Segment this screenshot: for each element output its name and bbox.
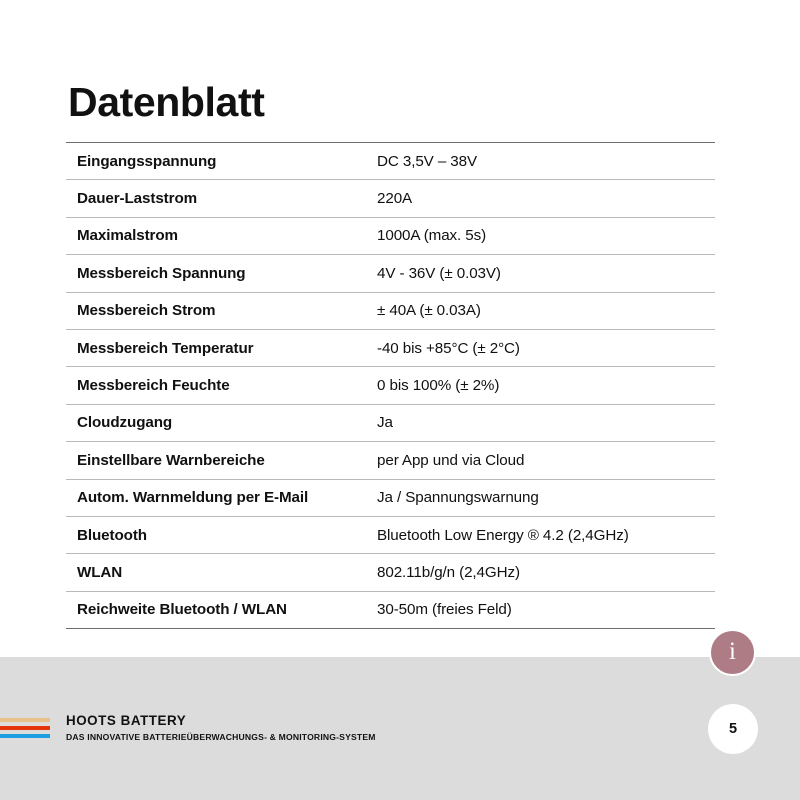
table-row: [66, 404, 715, 441]
table-row: [66, 479, 715, 516]
logo-text-block: [66, 713, 376, 742]
table-row: [66, 255, 715, 292]
logo-stripe-blue: [0, 734, 50, 738]
spec-label: Messbereich Feuchte: [66, 367, 377, 404]
page-number-badge: 5: [708, 704, 758, 754]
table-row: [66, 143, 715, 180]
page-title: Datenblatt: [68, 79, 265, 126]
spec-label: WLAN: [66, 554, 377, 591]
spec-value: DC 3,5V – 38V: [377, 143, 715, 180]
spec-label: Maximalstrom: [66, 217, 377, 254]
brand-tagline: DAS INNOVATIVE BATTERIEÜBERWACHUNGS- & MONITORING-SYSTEM: [66, 732, 376, 743]
info-icon: i: [709, 629, 756, 676]
spec-value: 220A: [377, 180, 715, 217]
table-row: [66, 180, 715, 217]
table-body: [66, 143, 715, 629]
spec-label: Dauer-Laststrom: [66, 180, 377, 217]
table-row: [66, 292, 715, 329]
spec-value: 0 bis 100% (± 2%): [377, 367, 715, 404]
spec-label: Messbereich Spannung: [66, 255, 377, 292]
spec-value: 4V - 36V (± 0.03V): [377, 255, 715, 292]
brand-logo: [0, 713, 420, 763]
spec-label: Einstellbare Warnbereiche: [66, 442, 377, 479]
brand-name: HOOTS BATTERY: [66, 713, 187, 728]
table-row: [66, 516, 715, 553]
table-row: [66, 591, 715, 628]
logo-stripe-red: [0, 726, 50, 730]
spec-label: Bluetooth: [66, 516, 377, 553]
spec-label: Reichweite Bluetooth / WLAN: [66, 591, 377, 628]
spec-value: 802.11b/g/n (2,4GHz): [377, 554, 715, 591]
spec-value: Bluetooth Low Energy ® 4.2 (2,4GHz): [377, 516, 715, 553]
spec-value: 30-50m (freies Feld): [377, 591, 715, 628]
spec-value: per App und via Cloud: [377, 442, 715, 479]
spec-value: Ja / Spannungswarnung: [377, 479, 715, 516]
table-row: [66, 217, 715, 254]
table-row: [66, 442, 715, 479]
specifications-table: [66, 142, 715, 629]
spec-label: Messbereich Temperatur: [66, 329, 377, 366]
logo-stripes-icon: [0, 718, 50, 742]
spec-value: -40 bis +85°C (± 2°C): [377, 329, 715, 366]
spec-label: Autom. Warnmeldung per E-Mail: [66, 479, 377, 516]
spec-value: ± 40A (± 0.03A): [377, 292, 715, 329]
table-row: [66, 554, 715, 591]
table-row: [66, 367, 715, 404]
spec-value: 1000A (max. 5s): [377, 217, 715, 254]
spec-label: Messbereich Strom: [66, 292, 377, 329]
logo-stripe-sand: [0, 718, 50, 722]
spec-label: Cloudzugang: [66, 404, 377, 441]
spec-label: Eingangsspannung: [66, 143, 377, 180]
table-row: [66, 329, 715, 366]
spec-value: Ja: [377, 404, 715, 441]
